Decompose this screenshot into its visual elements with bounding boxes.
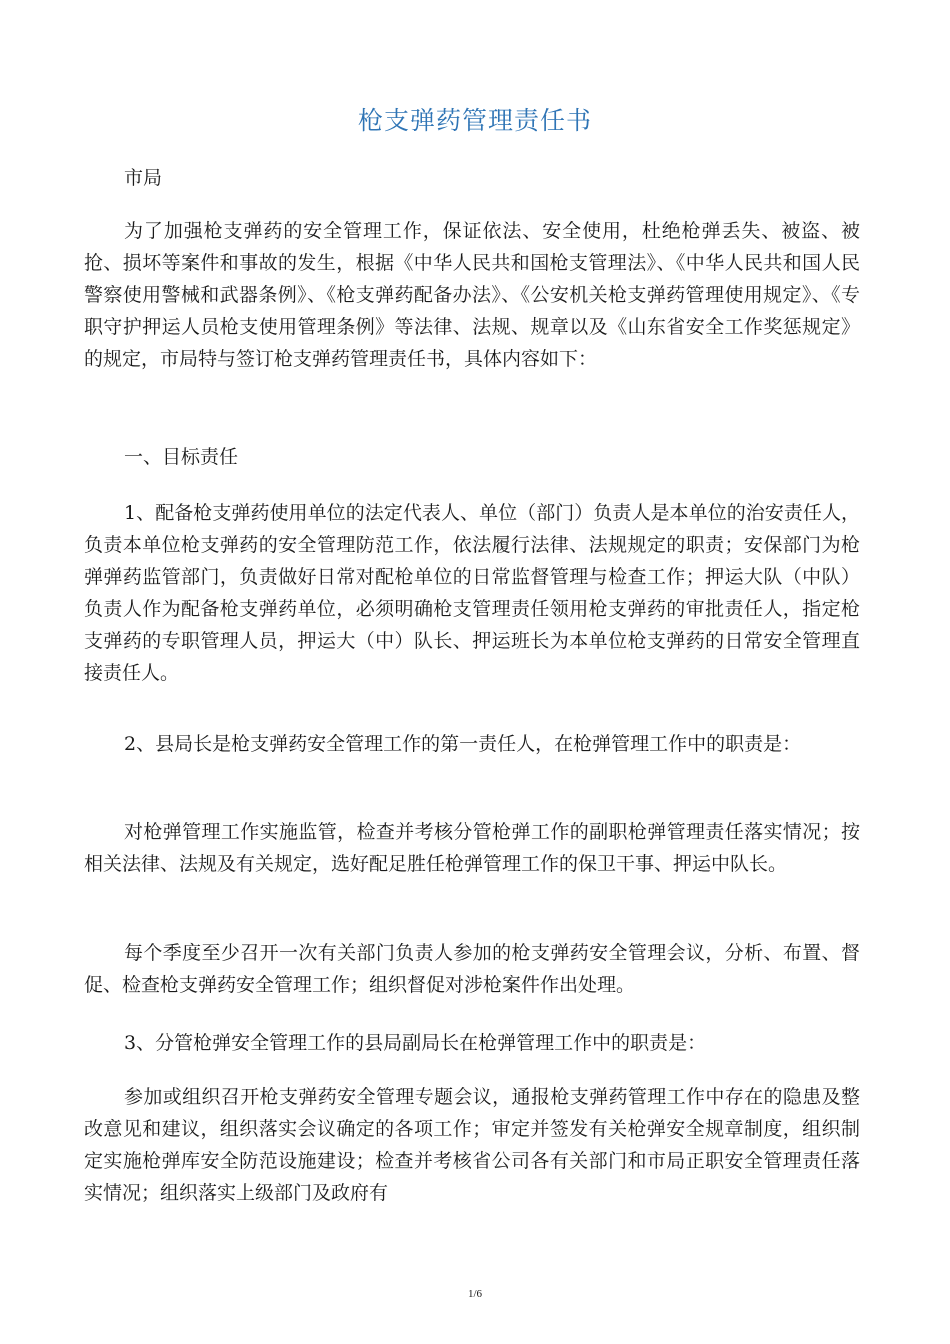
addressee: 市局 — [124, 167, 163, 189]
page-number: 1/6 — [467, 1288, 483, 1300]
paragraph-item-3-duty: 参加或组织召开枪支弹药安全管理专题会议，通报枪支弹药管理工作中存在的隐患及整改意见和建议，组织落实会议确定的各项工作；审定并签发有关枪弹安全规章制度，组织制定实施枪弹库安全防范设施建设；检查并考核省公司各有关部门和市局正职安全管理责任落实情况；组织落实上级部门及政府有 — [84, 1086, 860, 1204]
paragraph-item-1: 1、配备枪支弹药使用单位的法定代表人、单位（部门）负责人是本单位的治安责任人，负责本单位枪支弹药的安全管理防范工作，依法履行法律、法规规定的职责；安保部门为枪弹弹药监管部门，负责做好日常对配枪单位的日常监督管理与检查工作；押运大队（中队）负责人作为配备枪支弹药单位，必须明确枪支管理责任领用枪支弹药的审批责任人，指定枪支弹药的专职管理人员，押运大（中）队长、押运班长为本单位枪支弹药的日常安全管理直接责任人。 — [84, 502, 860, 684]
paragraph-item-3: 3、分管枪弹安全管理工作的县局副局长在枪弹管理工作中的职责是： — [124, 1032, 707, 1054]
paragraph-item-2-duty-a: 对枪弹管理工作实施监管，检查并考核分管枪弹工作的副职枪弹管理责任落实情况；按相关法律、法规及有关规定，选好配足胜任枪弹管理工作的保卫干事、押运中队长。 — [84, 821, 860, 875]
paragraph-item-2-duty-b: 每个季度至少召开一次有关部门负责人参加的枪支弹药安全管理会议，分析、布置、督促、检查枪支弹药安全管理工作；组织督促对涉枪案件作出处理。 — [84, 942, 860, 996]
document-title: 枪支弹药管理责任书 — [357, 106, 592, 135]
paragraph-item-2: 2、县局长是枪支弹药安全管理工作的第一责任人，在枪弹管理工作中的职责是： — [124, 733, 802, 755]
paragraph-intro: 为了加强枪支弹药的安全管理工作，保证依法、安全使用，杜绝枪弹丢失、被盗、被抢、损坏等案件和事故的发生，根据《中华人民共和国枪支管理法》、《中华人民共和国人民警察使用警械和武器条例》、《枪支弹药配备办法》、《公安机关枪支弹药管理使用规定》、《专职守护押运人员枪支使用管理条例》等法律、法规、规章以及《山东省安全工作奖惩规定》的规定，市局特与签订枪支弹药管理责任书，具体内容如下： — [84, 220, 860, 370]
section-heading-goal: 一、目标责任 — [124, 446, 239, 468]
